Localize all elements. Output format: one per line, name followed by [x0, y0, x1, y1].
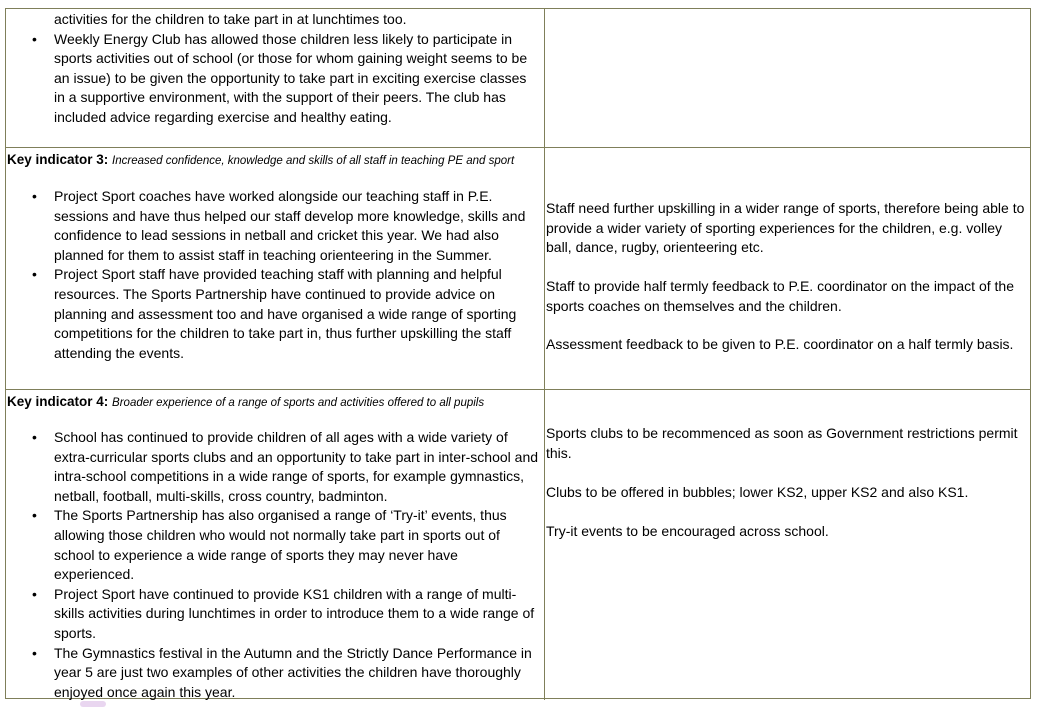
bullet-list	[6, 187, 544, 363]
bullet-list	[6, 428, 544, 702]
key-indicator-description: Increased confidence, knowledge and skills of all staff in teaching PE and sport	[112, 155, 515, 167]
next-steps-cell	[545, 148, 1030, 389]
bullet-icon: •	[32, 429, 37, 445]
note-text: Assessment feedback to be given to P.E. coordinator on a half termly basis.	[546, 336, 1014, 352]
note-text: Staff need further upskilling in a wider range of sports, therefore being able to provide a wider variety of sporting experiences for the children, e.g. volley ball, dance, rugby, orienteering etc.	[546, 200, 1025, 256]
list-item: • School has continued to provide children of all ages with a wide variety of extra-curricular sports clubs and an opportunity to take part in inter-school and intra-school competitions in a wide range of sports, for example gymnastics, netball, football, multi-skills, cross country, badminton.	[32, 429, 539, 504]
table-row	[6, 9, 1030, 147]
key-indicator-label: Key indicator 4:	[7, 394, 109, 409]
achievements-cell	[6, 9, 544, 147]
bullet-icon: •	[32, 30, 37, 47]
list-item: • The Sports Partnership has also organised a range of ‘Try-it’ events, thus allowing those children who would not normally take part in sports out of school to experience a wide range of sports they may never have experienced.	[32, 507, 507, 583]
next-steps-cell	[545, 390, 1030, 700]
bullet-icon: •	[32, 507, 37, 524]
achievements-cell	[6, 148, 544, 389]
list-item: • The Gymnastics festival in the Autumn and the Strictly Dance Performance in year 5 are just two examples of other activities the children have thoroughly enjoyed once again this year.	[32, 644, 532, 700]
list-item: activities for the children to take part in at lunchtimes too.	[54, 11, 407, 27]
bullet-icon: •	[32, 266, 37, 283]
bullet-icon: •	[32, 585, 37, 602]
note-text: Try-it events to be encouraged across school.	[546, 523, 829, 539]
list-item: • Project Sport have continued to provide KS1 children with a range of multi-skills activities during lunchtimes in order to introduce them to a wide range of sports.	[32, 585, 535, 641]
note-text: Clubs to be offered in bubbles; lower KS2, upper KS2 and also KS1.	[546, 484, 969, 500]
key-indicator-heading	[7, 394, 484, 409]
next-steps-cell	[545, 9, 1030, 147]
key-indicator-heading	[7, 152, 514, 167]
table-row	[6, 147, 1030, 389]
table-row	[6, 389, 1030, 700]
bullet-icon: •	[32, 644, 37, 661]
note-text: Sports clubs to be recommenced as soon as Government restrictions permit this.	[546, 425, 1018, 461]
achievements-cell	[6, 390, 544, 700]
sport-premium-table	[5, 8, 1031, 699]
list-item: • Project Sport coaches have worked alongside our teaching staff in P.E. sessions and have thus helped our staff develop more knowledge, skills and confidence to lead sessions in netball and cricket this year. We had also planned for them to assist staff in teaching orienteering in the Summer.	[32, 188, 526, 263]
page-edge-artifact	[80, 701, 106, 707]
list-item: • Weekly Energy Club has allowed those children less likely to participate in sports activities out of school (or those for whom gaining weight seems to be an issue) to be given the opportunity to take part in exciting exercise classes in a supportive environment, with the support of their peers. The club has included advice regarding exercise and healthy eating.	[32, 30, 528, 125]
bullet-list	[6, 10, 544, 128]
bullet-icon: •	[32, 188, 37, 204]
key-indicator-description: Broader experience of a range of sports and activities offered to all pupils	[112, 397, 485, 409]
note-text: Staff to provide half termly feedback to P.E. coordinator on the impact of the sports coaches on themselves and the children.	[546, 278, 1014, 314]
list-item: • Project Sport staff have provided teaching staff with planning and helpful resources. The Sports Partnership have continued to provide advice on planning and assessment too and have organised a wide range of sporting competitions for the children to take part in, thus further upskilling the staff attending the events.	[32, 266, 517, 361]
key-indicator-label: Key indicator 3:	[7, 152, 109, 167]
